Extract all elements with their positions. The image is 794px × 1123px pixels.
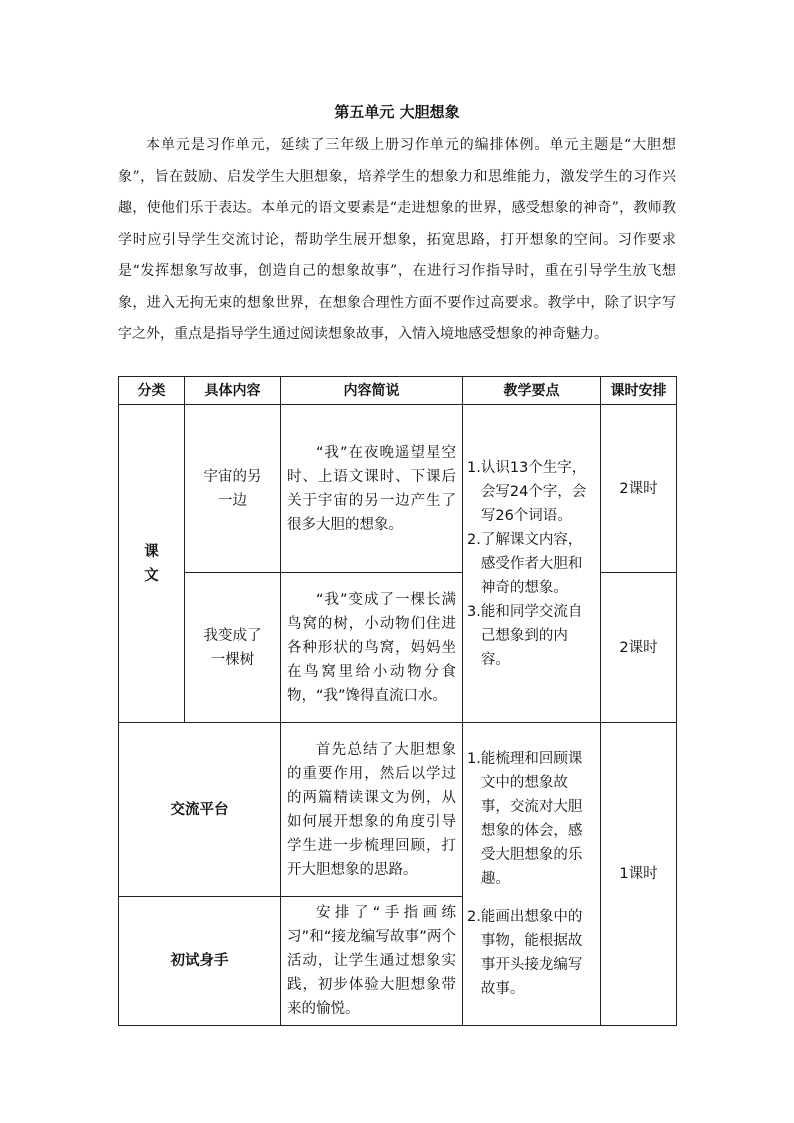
lesson1-description: “我”在夜晚遥望星空时、上语文课时、下课后关于宇宙的另一边产生了很多大胆的想象。 (281, 405, 463, 573)
header-description: 内容简说 (281, 377, 463, 405)
lesson2-description: “我”变成了一棵长满鸟窝的树，小动物们住进各种形状的鸟窝，妈妈坐在鸟窝里给小动物分食物，“我”馋得直流口水。 (281, 573, 463, 723)
trial-category: 初试身手 (119, 897, 281, 1026)
list-item: 1. 认识13个生字，会写24个字，会写26个词语。 (467, 459, 587, 524)
page-title: 第五单元 大胆想象 (334, 103, 460, 121)
table-row (119, 723, 677, 897)
header-category: 分类 (119, 377, 185, 405)
list-item: 1. 能梳理和回顾课文中的想象故事，交流对大胆想象的体会，感受大胆想象的乐趣。 (467, 751, 583, 887)
header-content: 具体内容 (185, 377, 281, 405)
table-header-row (119, 377, 677, 405)
exchange-description: 首先总结了大胆想象的重要作用，然后以学过的两篇精读课文为例，从如何展开想象的角度引导学生进一步梳理回顾，打开大胆想象的思路。 (281, 723, 463, 897)
practice-hours: 1课时 (601, 723, 677, 1026)
lesson1-content: 宇宙的另一边 (185, 405, 281, 573)
trial-description: 安排了“手指画练习”和“接龙编写故事”两个活动，让学生通过想象实践，初步体验大胆想象带来的愉悦。 (281, 897, 463, 1026)
category-lessons-label: 课 文 (144, 543, 159, 584)
lesson2-content: 我变成了一棵树 (185, 573, 281, 723)
intro-paragraph: 本单元是习作单元，延续了三年级上册习作单元的编排体例。单元主题是“大胆想象”，旨在鼓励、启发学生大胆想象，培养学生的想象力和思维能力，激发学生的习作兴趣，使他们乐于表达。本单元的语文要素是“走进想象的世界，感受想象的神奇”，教师教学时应引导学生交流讨论，帮助学生展开想象，拓宽思路，打开想象的空间。习作要求是“发挥想象写故事，创造自己的想象故事”，在进行习作指导时，重在引导学生放飞想象，进入无拘无束的想象世界，在想象合理性方面不要作过高要求。教学中，除了识字写字之外，重点是指导学生通过阅读想象故事，入情入境地感受想象的神奇魅力。 (118, 137, 676, 342)
category-lessons (119, 405, 185, 723)
exchange-category: 交流平台 (119, 723, 281, 897)
list-item: 3. 能和同学交流自己想象到的内容。 (467, 603, 583, 668)
list-item: 2. 能画出想象中的事物，能根据故事开头接龙编写故事。 (467, 909, 583, 997)
table-row (119, 405, 677, 573)
unit-table (118, 376, 677, 1026)
header-hours: 课时安排 (601, 377, 677, 405)
practice-teaching-points (463, 723, 601, 1026)
lesson-teaching-points (463, 405, 601, 723)
lesson1-hours: 2课时 (601, 405, 677, 573)
lesson2-hours: 2课时 (601, 573, 677, 723)
header-teaching-points: 教学要点 (463, 377, 601, 405)
list-item: 2. 了解课文内容，感受作者大胆和神奇的想象。 (467, 531, 583, 596)
